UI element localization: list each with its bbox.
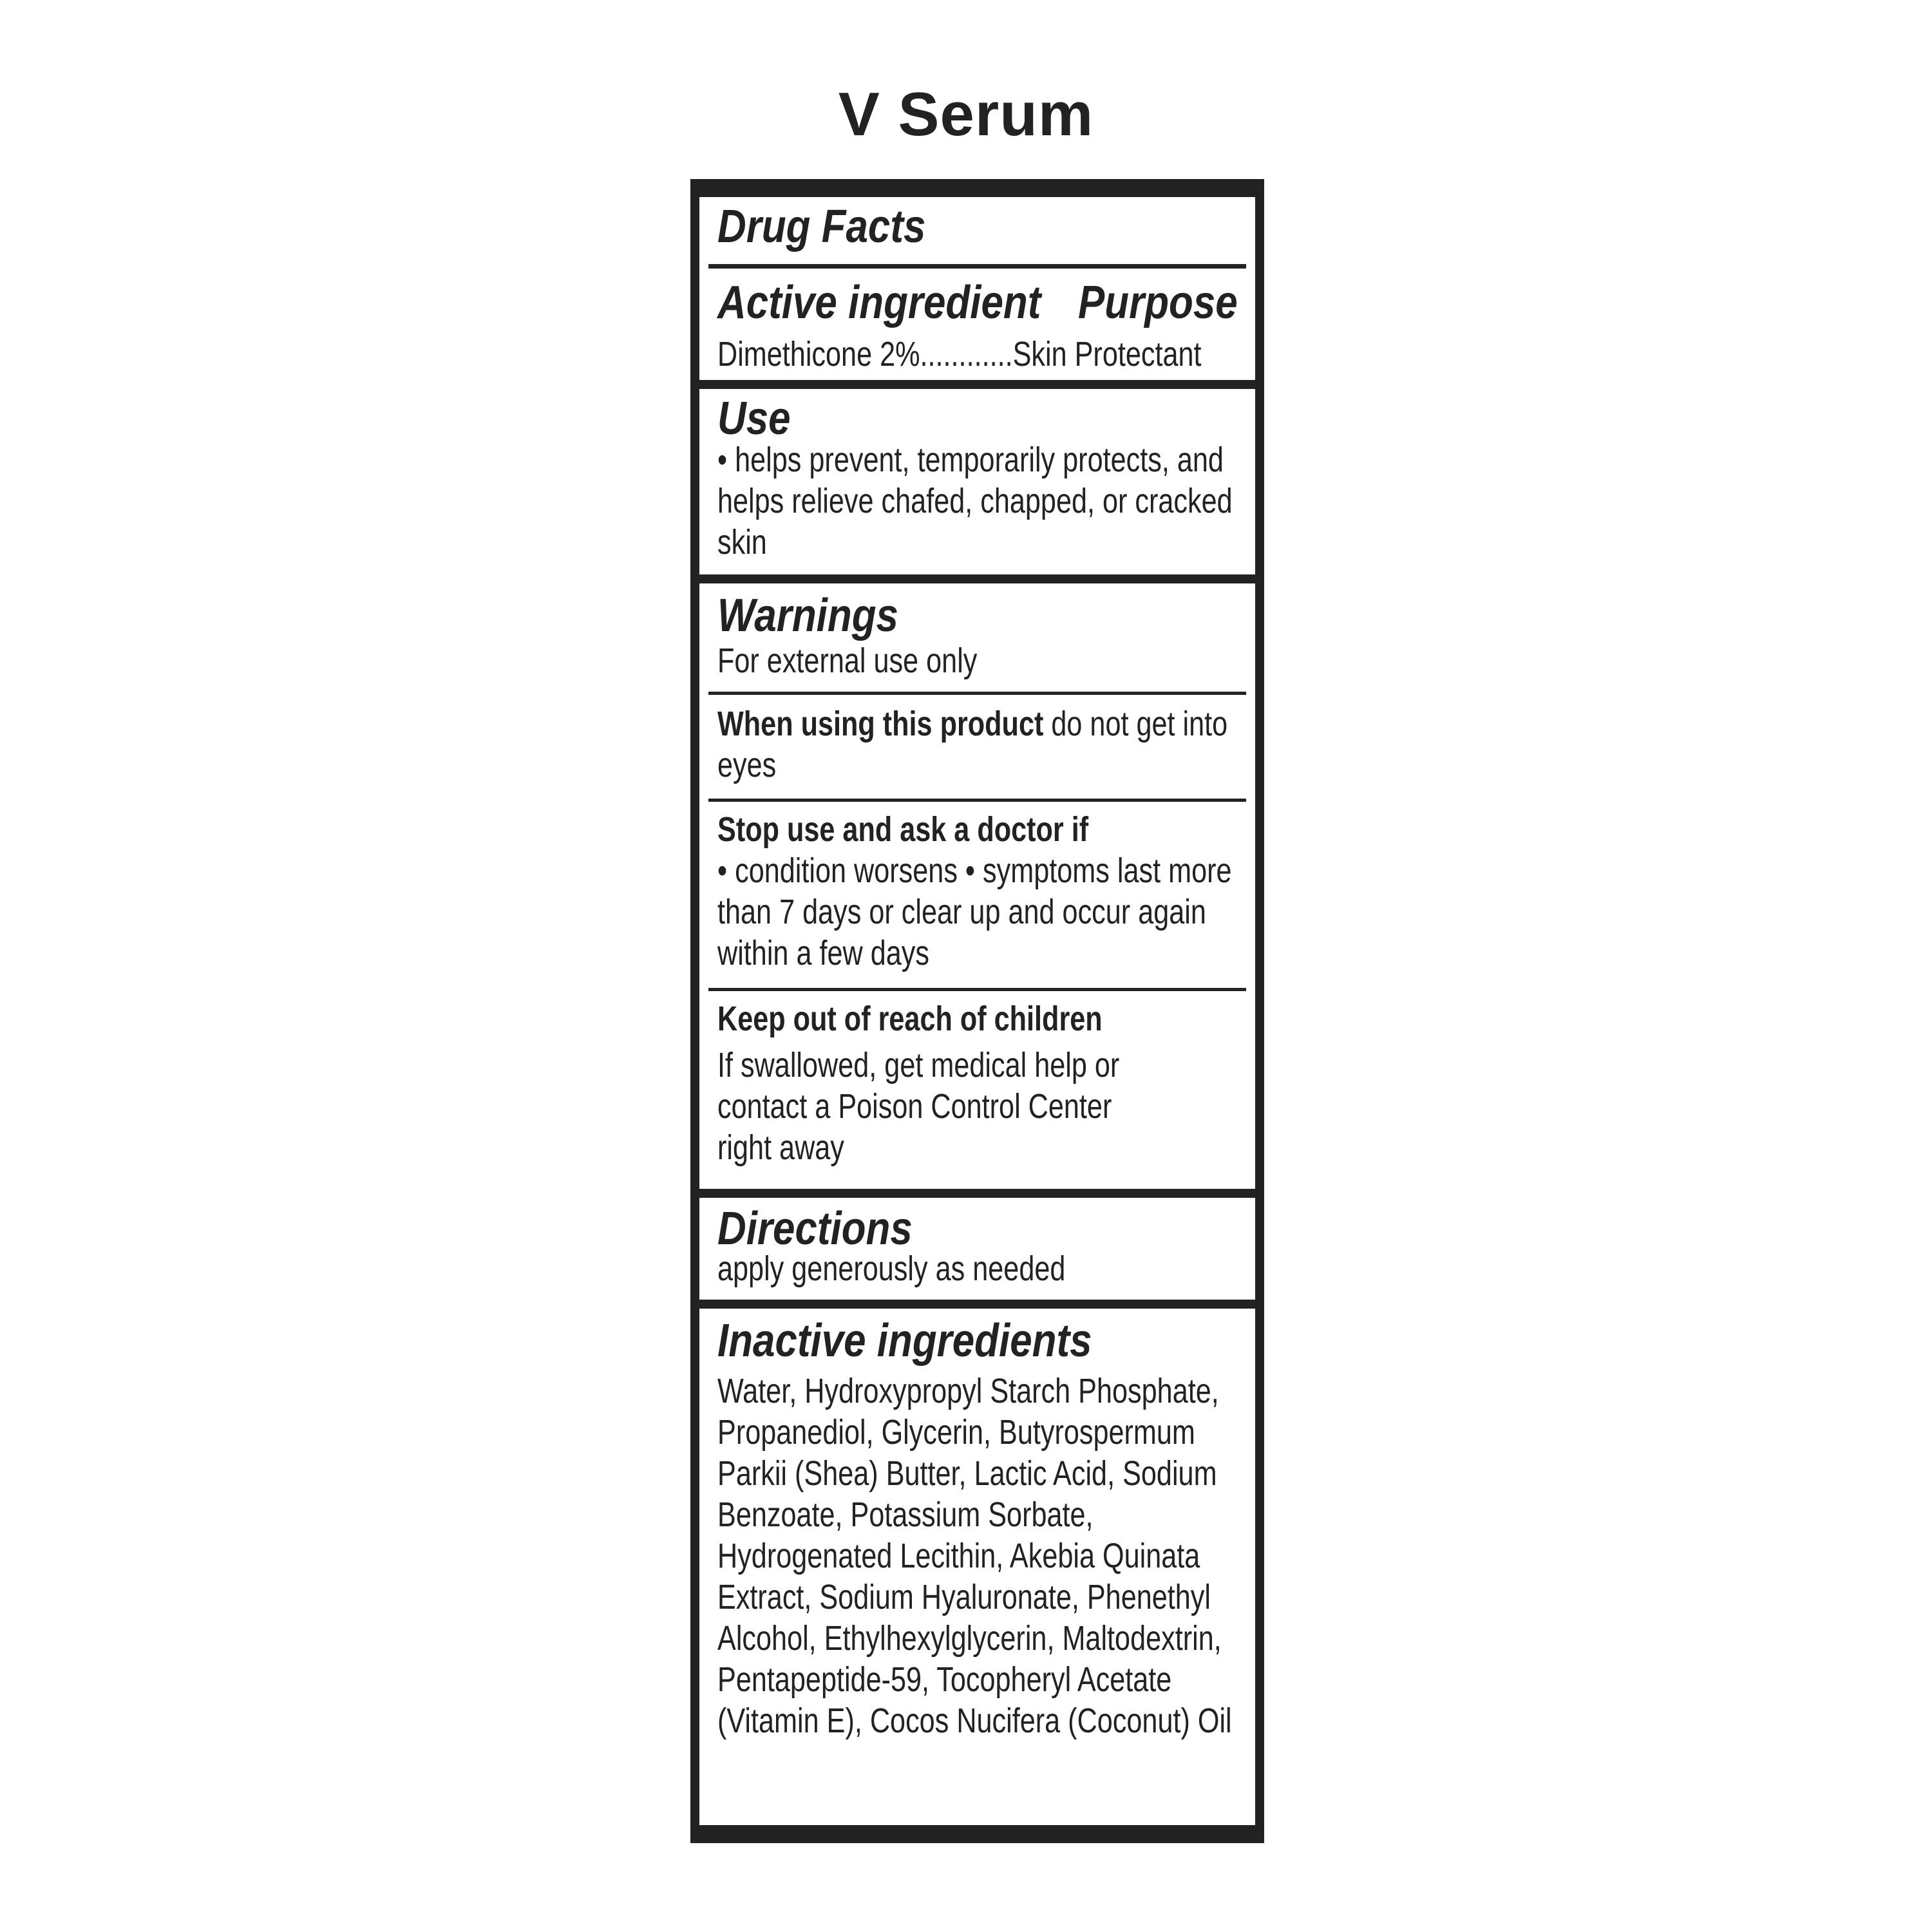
external-use-text: For external use only [717, 641, 978, 680]
use-text: • helps prevent, temporarily protects, and helps relieve chafed, chapped, or cracked skin [717, 440, 1233, 562]
warnings-heading: Warnings [717, 590, 898, 641]
drug-facts-divider [708, 264, 1246, 269]
directions-text: apply generously as needed [717, 1249, 1066, 1288]
purpose-header: Purpose [1078, 277, 1238, 328]
directions-heading: Directions [717, 1203, 913, 1255]
stop-use-label: Stop use and ask a doctor if [717, 810, 1089, 849]
keep-out-text: If swallowed, get medical help or contact a Poison Control Center right away [717, 1046, 1120, 1167]
when-using-label: When using this product [717, 705, 1044, 743]
warnings-divider-1 [708, 692, 1246, 695]
when-using-block [717, 703, 1248, 786]
when-using-text: do not get into eyes [717, 705, 1228, 784]
keep-out-block [717, 998, 1171, 1168]
stop-use-text: • condition worsens • symptoms last more than 7 days or clear up and occur again within a few days [717, 851, 1232, 972]
inactive-ingredients-section [699, 1309, 1255, 1825]
active-ingredient-line: Dimethicone 2%............Skin Protectant [717, 335, 1202, 374]
warnings-divider-3 [708, 988, 1246, 991]
drug-facts-heading: Drug Facts [717, 201, 926, 252]
drug-facts-section [699, 197, 1255, 380]
use-heading: Use [717, 393, 791, 444]
inactive-ingredients-text: Water, Hydroxypropyl Starch Phosphate, Propanediol, Glycerin, Butyrospermum Parkii (Shea) Butter, Lactic Acid, Sodium Benzoate, Potassium Sorbate, Hydrogenated Lecithin, Akebia Quinata Extract, Sodium Hyaluronate, Phenethyl Alcohol, Ethylhexylglycerin, Maltodextrin, Pentapeptide-59, Tocopheryl Acetate (Vitamin E), Cocos Nucifera (Coconut) Oil [717, 1372, 1232, 1740]
active-ingredient-header: Active ingredient [717, 277, 1041, 328]
warnings-section [699, 583, 1255, 1189]
warnings-divider-2 [708, 799, 1246, 802]
inactive-ingredients-heading: Inactive ingredients [717, 1315, 1092, 1367]
keep-out-label: Keep out of reach of children [717, 999, 1103, 1038]
stop-use-block [717, 809, 1248, 974]
directions-section [699, 1198, 1255, 1300]
use-section [699, 389, 1255, 574]
drug-facts-panel [690, 179, 1264, 1843]
product-title: V Serum [838, 80, 1094, 149]
